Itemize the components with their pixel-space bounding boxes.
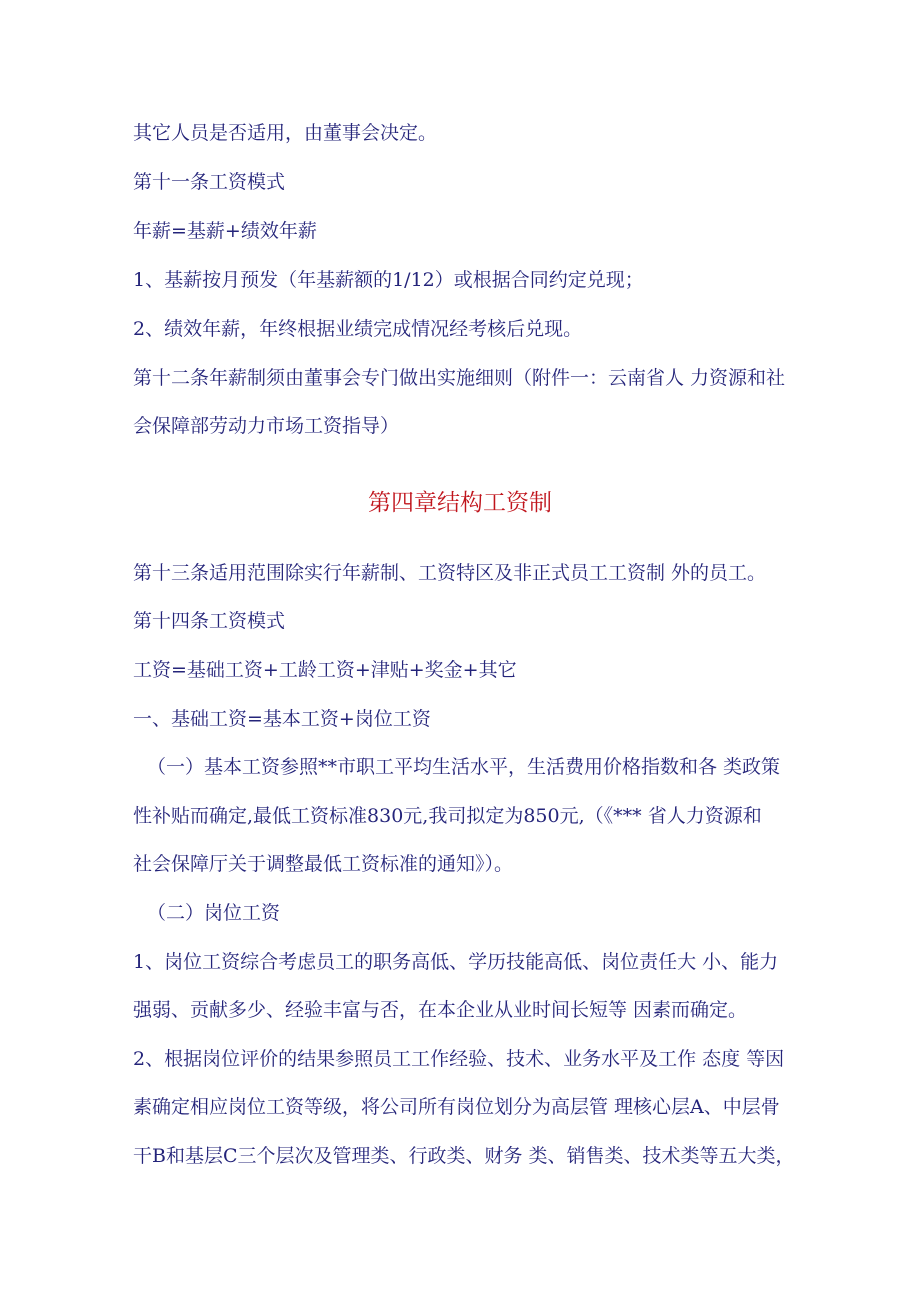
- article-title: 第十四条工资模式: [133, 610, 286, 632]
- paragraph-line: 性补贴而确定,最低工资标准830元,我司拟定为850元,（《*** 省人力资源和: [133, 805, 762, 827]
- paragraph-line: 其它人员是否适用，由董事会决定。: [133, 122, 438, 144]
- formula-line: 一、基础工资=基本工资+岗位工资: [133, 708, 431, 730]
- article-title: 第十一条工资模式: [133, 171, 286, 193]
- formula-line: 年薪=基薪+绩效年薪: [133, 220, 317, 242]
- list-item: 1、岗位工资综合考虑员工的职务高低、学历技能高低、岗位责任大 小、能力: [133, 951, 779, 973]
- list-item: 2、绩效年薪，年终根据业绩完成情况经考核后兑现。: [133, 318, 583, 340]
- list-item: 1、基薪按月预发（年基薪额的1/12）或根据合同约定兑现；: [133, 269, 644, 291]
- paragraph-line: 干B和基层C三个层次及管理类、行政类、财务 类、销售类、技术类等五大类，: [133, 1145, 795, 1167]
- paragraph-line: 强弱、贡献多少、经验丰富与否，在本企业从业时间长短等 因素而确定。: [133, 999, 748, 1021]
- paragraph-line: 会保障部劳动力市场工资指导）: [133, 415, 400, 437]
- paragraph-line: 第十二条年薪制须由董事会专门做出实施细则（附件一：云南省人 力资源和社: [133, 367, 786, 389]
- paragraph-line: （一）基本工资参照**市职工平均生活水平，生活费用价格指数和各 类政策: [147, 756, 781, 778]
- formula-line: 工资=基础工资+工龄工资+津贴+奖金+其它: [133, 659, 517, 681]
- chapter-heading: 第四章结构工资制: [368, 490, 552, 516]
- paragraph-line: 第十三条适用范围除实行年薪制、工资特区及非正式员工工资制 外的员工。: [133, 562, 767, 584]
- paragraph-line: 素确定相应岗位工资等级，将公司所有岗位划分为高层管 理核心层A、中层骨: [133, 1096, 780, 1118]
- subsection-title: （二）岗位工资: [147, 902, 281, 924]
- list-item: 2、根据岗位评价的结果参照员工工作经验、技术、业务水平及工作 态度 等因: [133, 1048, 785, 1070]
- paragraph-line: 社会保障厅关于调整最低工资标准的通知》）。: [133, 853, 514, 875]
